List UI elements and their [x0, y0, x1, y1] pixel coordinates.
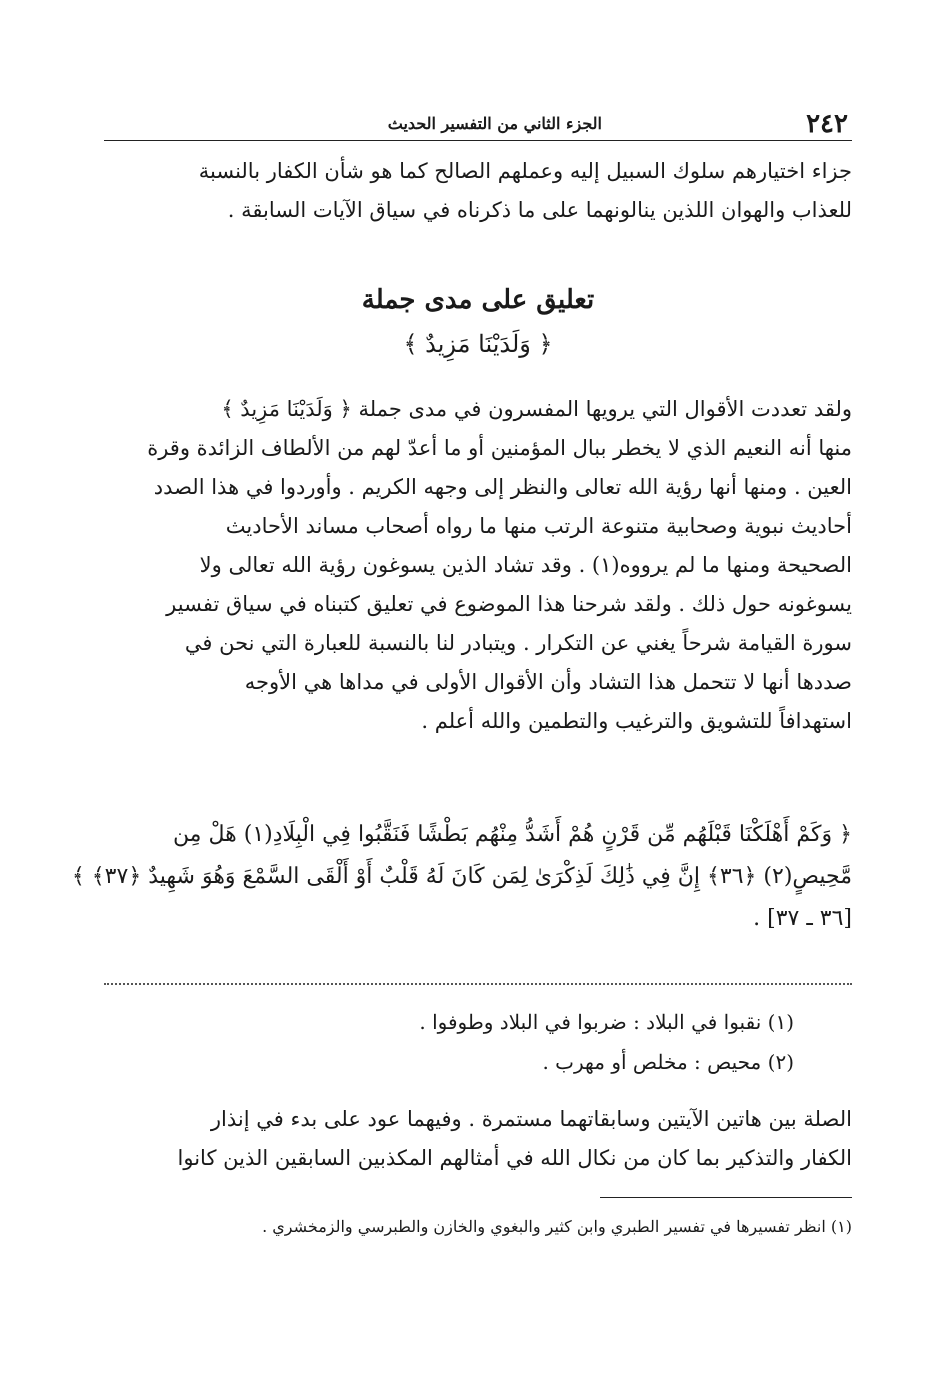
text-line: الصلة بين هاتين الآيتين وسابقاتهما مستمرة . وفيهما عود على بدء في إنذار: [210, 1107, 852, 1131]
text-line: يسوغونه حول ذلك . ولقد شرحنا هذا الموضوع في تعليق كتبناه في سياق تفسير: [166, 592, 852, 616]
gloss-note: (٢) محيص : مخلص أو مهرب .: [542, 1050, 794, 1074]
text-line: للعذاب والهوان اللذين ينالونهما على ما ذكرناه في سياق الآيات السابقة .: [227, 198, 852, 222]
text-line: الصحيحة ومنها ما لم يرووه(١) . وقد تشاد الذين يسوغون رؤية الله تعالى ولا: [199, 553, 852, 577]
verse-reference: [٣٦ ـ ٣٧] .: [753, 906, 852, 931]
text-line: استهدافاً للتشويق والترغيب والتطمين والله أعلم .: [421, 709, 852, 733]
verse-line: مَّحِيصٍ(٢) ﴿٣٦﴾ إِنَّ فِي ذَٰلِكَ لَذِكْرَىٰ لِمَن كَانَ لَهُ قَلْبٌ أَوْ أَلْقَى السَّمْعَ وَهُوَ شَهِيدٌ ﴿٣٧﴾ ﴾: [71, 864, 852, 889]
section-heading: تعليق على مدى جملة: [361, 285, 595, 315]
footnote-rule: [600, 1197, 852, 1198]
discussion-paragraph: [104, 390, 852, 741]
text-line: أحاديث نبوية وصحابية متنوعة الرتب منها ما رواه أصحاب مساند الأحاديث: [225, 514, 852, 538]
page-number: ٢٤٢: [806, 109, 848, 139]
section-subheading: ﴿ وَلَدَيْنَا مَزِيدٌ ﴾: [403, 330, 553, 358]
text-line: منها أنه النعيم الذي لا يخطر ببال المؤمنين أو ما أعدّ لهم من الألطاف الزائدة وقرة: [147, 436, 852, 460]
running-header: [104, 108, 852, 141]
running-title: الجزء الثاني من التفسير الحديث: [387, 114, 602, 133]
text-line: الكفار والتذكير بما كان من نكال الله في أمثالهم المكذبين السابقين الذين كانوا: [177, 1146, 852, 1170]
text-line: جزاء اختيارهم سلوك السبيل إليه وعملهم الصالح كما هو شأن الكفار بالنسبة: [198, 159, 852, 183]
text-line: ولقد تعددت الأقوال التي يرويها المفسرون في مدى جملة ﴿ وَلَدَيْنَا مَزِيدٌ ﴾: [221, 397, 852, 421]
commentary-paragraph: [104, 1100, 852, 1178]
text-line: سورة القيامة شرحاً يغني عن التكرار . ويتبادر لنا بالنسبة للعبارة التي نحن في: [184, 631, 852, 655]
text-line: العين . ومنها أنها رؤية الله تعالى والنظر إلى وجهه الكريم . وأوردوا في هذا الصدد: [153, 475, 852, 499]
quran-verse-block: [71, 814, 852, 940]
text-line: صددها أنها لا تتحمل هذا التشاد وأن الأقوال الأولى في مداها هي الأوجه: [244, 670, 852, 694]
dotted-separator: [104, 983, 852, 985]
footnote: (١) انظر تفسيرها في تفسير الطبري وابن كثير والبغوي والخازن والطبرسي والزمخشري .: [262, 1217, 852, 1236]
intro-paragraph: [104, 152, 852, 230]
verse-line: ﴿ وَكَمْ أَهْلَكْنَا قَبْلَهُم مِّن قَرْنٍ هُمْ أَشَدُّ مِنْهُم بَطْشًا فَنَقَّبُوا فِي الْبِلَادِ(١) هَلْ مِن: [172, 822, 852, 847]
gloss-note: (١) نقبوا في البلاد : ضربوا في البلاد وطوفوا .: [419, 1010, 794, 1034]
